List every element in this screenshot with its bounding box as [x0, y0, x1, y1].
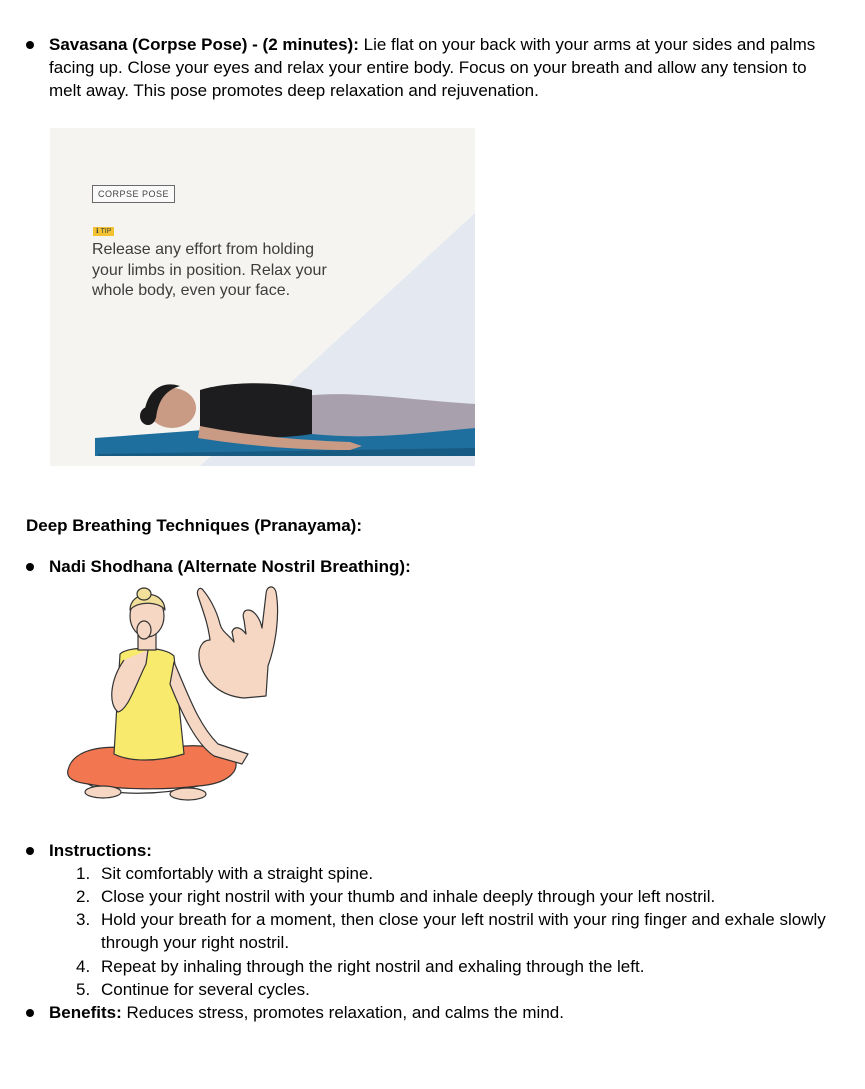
savasana-line-2: facing up. Close your eyes and relax your entire body. Focus on your breath and allow any tension to: [49, 58, 807, 77]
nadi-shodhana-image: [48, 584, 326, 806]
bullet-dot: [26, 1009, 34, 1017]
benefits-label: Benefits:: [49, 1003, 122, 1022]
bullet-dot: [26, 847, 34, 855]
tip-label: ℹ TIP: [93, 227, 114, 236]
savasana-paragraph: [49, 33, 859, 102]
bullet-dot: [26, 563, 34, 571]
nadi-title: Nadi Shodhana (Alternate Nostril Breathing):: [49, 557, 411, 576]
tip-line: your limbs in position. Relax your: [92, 261, 327, 279]
alternate-nostril-illustration: [48, 584, 326, 806]
step-text: Sit comfortably with a straight spine.: [101, 864, 374, 883]
tip-text: [92, 240, 382, 302]
savasana-line-3: melt away. This pose promotes deep relaxation and rejuvenation.: [49, 81, 539, 100]
step-text: Close your right nostril with your thumb and inhale deeply through your left nostril.: [101, 887, 716, 906]
step-text: Repeat by inhaling through the right nostril and exhaling through the left.: [101, 957, 645, 976]
step-number: 5.: [76, 980, 91, 999]
step-number: 2.: [76, 887, 91, 906]
breathing-heading: Deep Breathing Techniques (Pranayama):: [26, 516, 362, 535]
corpse-pose-image: [50, 128, 475, 466]
step-number: 4.: [76, 957, 91, 976]
benefits-paragraph: [49, 1001, 564, 1024]
tip-line: Release any effort from holding: [92, 241, 315, 258]
corpse-pose-tag: CORPSE POSE: [92, 185, 175, 203]
step-number: 1.: [76, 864, 91, 883]
instructions-label: Instructions:: [49, 841, 152, 860]
savasana-line-1: Lie flat on your back with your arms at your sides and palms: [363, 35, 816, 54]
step-number: 3.: [76, 910, 91, 929]
step-text: Hold your breath for a moment, then close your left nostril with your ring finger and exhale slowly: [101, 910, 826, 929]
tip-line: whole body, even your face.: [92, 282, 291, 299]
benefits-text: Reduces stress, promotes relaxation, and calms the mind.: [126, 1003, 564, 1022]
bullet-dot: [26, 41, 34, 49]
step-text-continued: through your right nostril.: [101, 933, 290, 952]
step-text: Continue for several cycles.: [101, 980, 310, 999]
savasana-title: Savasana (Corpse Pose) - (2 minutes):: [49, 35, 359, 54]
